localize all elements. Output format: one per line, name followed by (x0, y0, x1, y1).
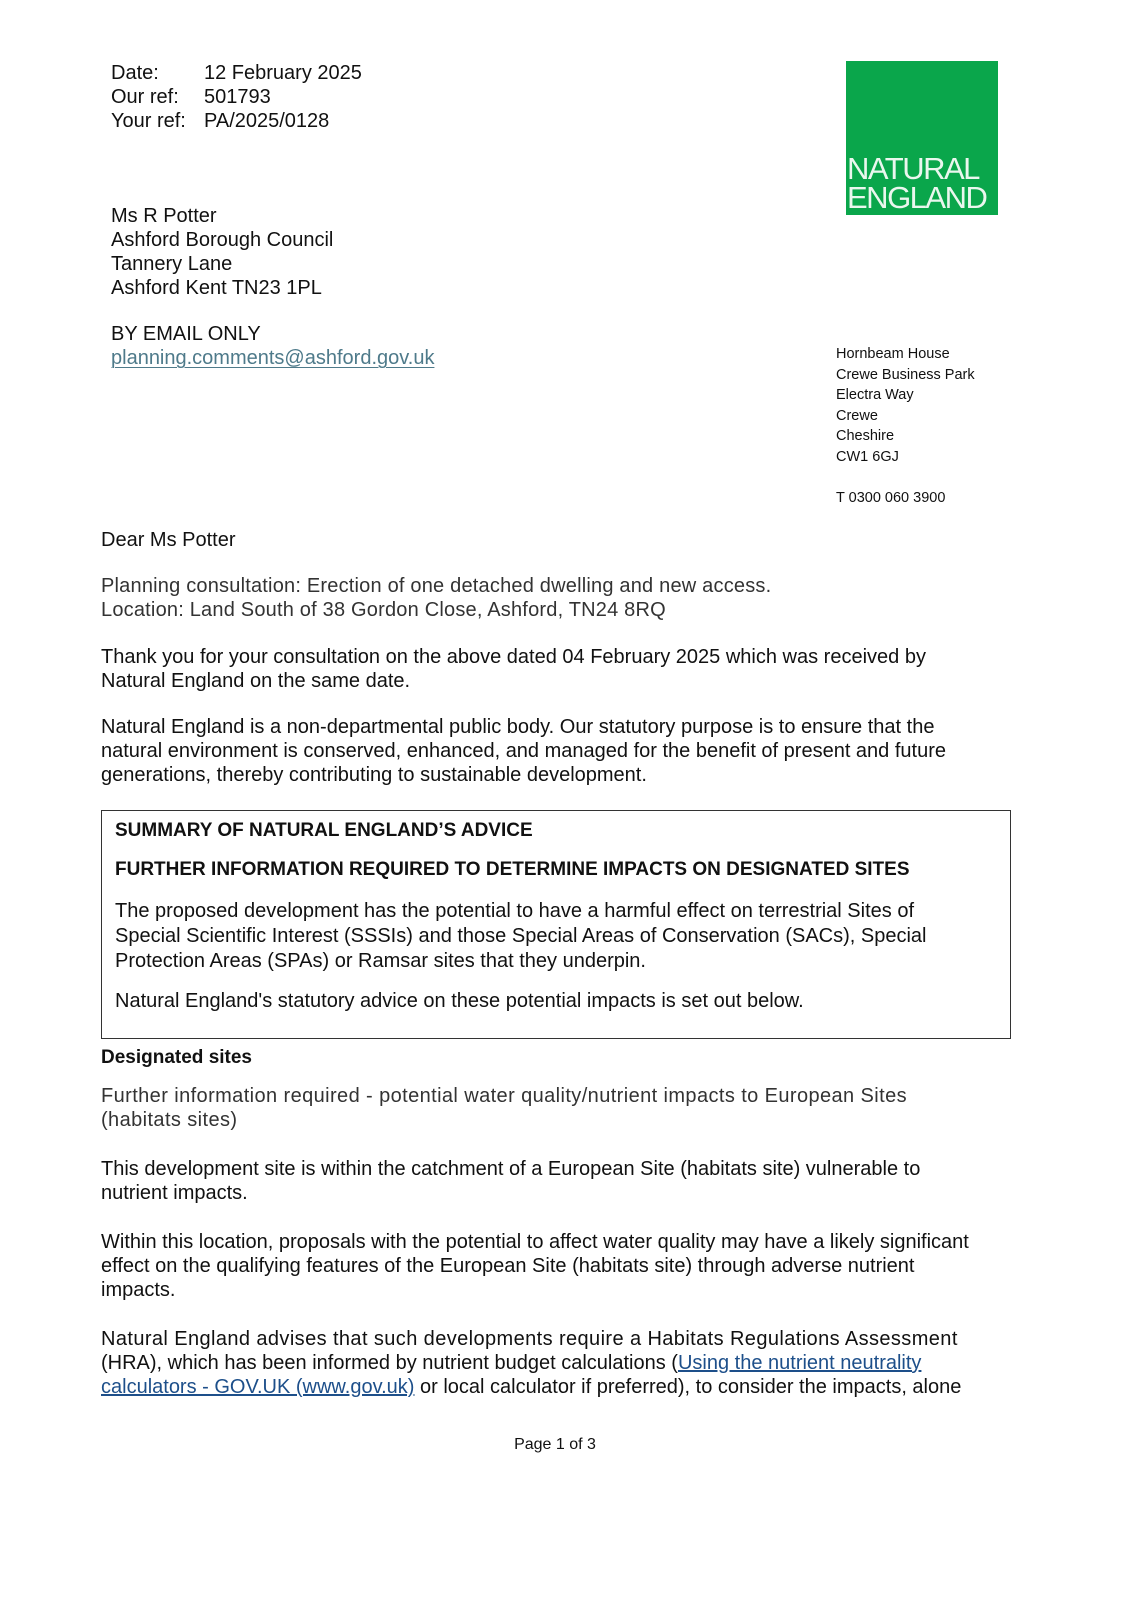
natural-england-logo (846, 61, 998, 215)
salutation: Dear Ms Potter (101, 529, 236, 551)
advice-summary-box (101, 810, 1011, 1039)
text-line: impacts. (101, 1279, 176, 1301)
recipient-address (111, 204, 333, 300)
sender-line: Crewe (836, 407, 878, 424)
subject-heading (101, 574, 1021, 622)
our-ref-value: 501793 (204, 86, 271, 108)
logo-line-2: ENGLAND (847, 180, 987, 215)
paragraph-statutory-purpose (101, 715, 1021, 787)
your-ref-value: PA/2025/0128 (204, 110, 330, 132)
recipient-name: Ms R Potter (111, 205, 217, 227)
reference-block (111, 61, 362, 133)
paragraph-catchment (101, 1157, 1021, 1205)
date-label: Date: (111, 62, 159, 84)
text-line: effect on the qualifying features of the European Site (habitats site) through adverse nutrient (101, 1255, 915, 1277)
recipient-street: Tannery Lane (111, 253, 233, 275)
sender-line: Hornbeam House (836, 346, 950, 362)
text-span: (HRA), which has been informed by nutrient budget calculations ( (101, 1352, 678, 1374)
text-line: Natural England on the same date. (101, 670, 411, 692)
text-span: or local calculator if preferred), to consider the impacts, alone (414, 1376, 962, 1398)
our-ref-label: Our ref: (111, 86, 179, 108)
recipient-email-link[interactable]: planning.comments@ashford.gov.uk (111, 347, 435, 369)
text-line: Natural England is a non-departmental public body. Our statutory purpose is to ensure that the (101, 716, 935, 738)
text-line (101, 1375, 1021, 1399)
subject-line: Planning consultation: Erection of one detached dwelling and new access. (101, 575, 772, 597)
our-ref-row (111, 85, 362, 109)
text-line: Thank you for your consultation on the above dated 04 February 2025 which was received by (101, 646, 926, 668)
text-line: natural environment is conserved, enhanced, and managed for the benefit of present and future (101, 740, 946, 762)
paragraph-acknowledgement (101, 645, 1021, 693)
section-heading-designated-sites: Designated sites (101, 1047, 252, 1068)
your-ref-row (111, 109, 362, 133)
nutrient-calculators-link[interactable]: Using the nutrient neutrality (677, 1352, 922, 1374)
text-span: Natural England advises that such developments require a Habitats Regulations Assessment (101, 1328, 958, 1350)
text-line: Within this location, proposals with the potential to affect water quality may have a likely significant (101, 1231, 969, 1253)
summary-subtitle: FURTHER INFORMATION REQUIRED TO DETERMINE IMPACTS ON DESIGNATED SITES (115, 859, 910, 880)
location-line: Location: Land South of 38 Gordon Close, Ashford, TN24 8RQ (101, 599, 666, 621)
text-line: Further information required - potential water quality/nutrient impacts to European Sites (101, 1085, 907, 1107)
text-line: nutrient impacts. (101, 1182, 248, 1204)
text-line: This development site is within the catchment of a European Site (habitats site) vulnerable to (101, 1158, 921, 1180)
recipient-org: Ashford Borough Council (111, 229, 334, 251)
delivery-method: BY EMAIL ONLY (111, 323, 261, 345)
sender-line: Electra Way (836, 387, 914, 404)
text-line: (habitats sites) (101, 1109, 238, 1131)
text-line: generations, thereby contributing to sustainable development. (101, 764, 647, 786)
text-line: Special Scientific Interest (SSSIs) and those Special Areas of Conservation (SACs), Special (115, 925, 927, 947)
sender-line: CW1 6GJ (836, 448, 899, 465)
date-row (111, 61, 362, 85)
sender-address (836, 344, 975, 509)
sender-line: Cheshire (836, 428, 895, 445)
recipient-town: Ashford Kent TN23 1PL (111, 277, 322, 299)
summary-body-2: Natural England's statutory advice on these potential impacts is set out below. (115, 990, 804, 1012)
paragraph-water-quality (101, 1230, 1021, 1302)
paragraph-hra (101, 1327, 1021, 1399)
date-value: 12 February 2025 (204, 62, 362, 84)
page-number: Page 1 of 3 (514, 1436, 596, 1453)
text-line (101, 1351, 1021, 1375)
summary-title: SUMMARY OF NATURAL ENGLAND’S ADVICE (115, 820, 533, 841)
text-line (101, 1327, 1021, 1351)
text-line: The proposed development has the potential to have a harmful effect on terrestrial Sites of (115, 900, 914, 922)
text-line: Protection Areas (SPAs) or Ramsar sites that they underpin. (115, 950, 646, 972)
designated-subheading (101, 1084, 1021, 1132)
sender-line: Crewe Business Park (836, 366, 975, 383)
nutrient-calculators-link-cont[interactable]: calculators - GOV.UK (www.gov.uk) (101, 1376, 415, 1398)
summary-body (115, 899, 1000, 974)
your-ref-label: Your ref: (111, 110, 186, 132)
logo-wordmark (847, 151, 998, 215)
logo-line-1: NATURAL (847, 151, 979, 186)
sender-phone: T 0300 060 3900 (836, 490, 946, 507)
